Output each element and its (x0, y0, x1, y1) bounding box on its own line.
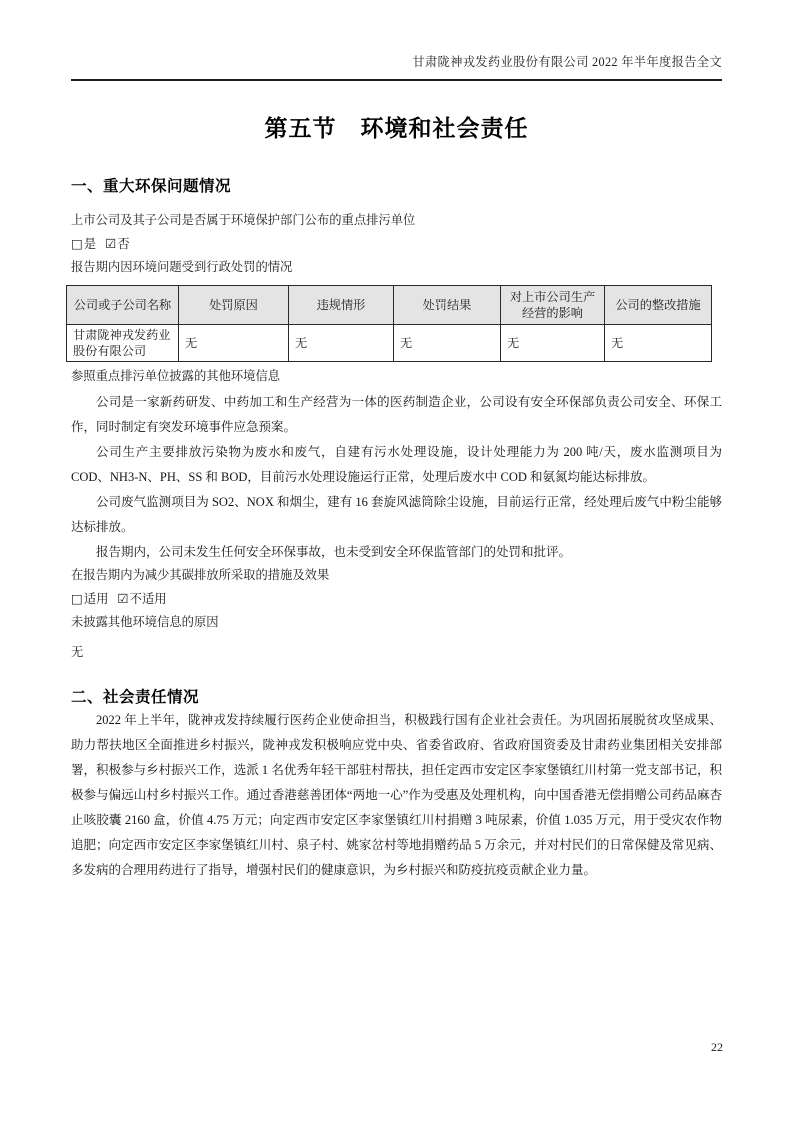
question-admin-penalty: 报告期内因环境问题受到行政处罚的情况 (71, 260, 293, 274)
checkbox-no-label: 否 (117, 237, 130, 251)
table-header-rectification: 公司的整改措施 (605, 286, 712, 325)
penalty-table-header-row (67, 286, 712, 325)
social-paragraph: 2022 年上半年，陇神戎发持续履行医药企业使命担当，积极践行国有企业社会责任。为巩固拓展脱贫攻坚成果、助力帮扶地区全面推进乡村振兴，陇神戎发积极响应党中央、省委省政府、省政府国资委及甘肃药业集团相关安排部署，积极参与乡村振兴工作，选派 1 名优秀年轻干部驻村帮扶，担任定西市安定区李家堡镇红川村第一党支部书记，积极参与偏远山村乡村振兴工作。通过香港慈善团体“两地一心”作为受惠及处理机构，向中国香港无偿捐赠公司药品麻杏止咳胶囊 2160 盒，价值 4.75 万元；向定西市安定区李家堡镇红川村捐赠 3 吨尿素，价值 1.035 万元，用于受灾农作物追肥；向定西市安定区李家堡镇红川村、泉子村、姚家岔村等地捐赠药品 5 万余元，并对村民们的日常保健及常见病、多发病的合理用药进行了指导，增强村民们的健康意识，为乡村振兴和防疫抗疫贡献企业力量。 (71, 713, 722, 877)
checkbox-unchecked-icon: □ (71, 591, 83, 606)
header-text: 甘肃陇神戎发药业股份有限公司 2022 年半年度报告全文 (412, 55, 722, 69)
table-cell-company: 甘肃陇神戎发药业股份有限公司 (67, 325, 179, 362)
env-paragraph-4: 报告期内，公司未发生任何安全环保事故，也未受到安全环保监管部门的处罚和批评。 (96, 545, 572, 559)
table-cell-rectification: 无 (605, 325, 712, 362)
checkbox-unchecked-icon: □ (71, 236, 83, 251)
table-header-penalty-reason: 处罚原因 (179, 286, 289, 325)
table-header-impact: 对上市公司生产经营的影响 (501, 286, 605, 325)
ref-other-env-info-line: 参照重点排污单位披露的其他环境信息 (71, 369, 281, 383)
checkbox-yes (71, 237, 96, 251)
env-paragraph-3: 公司废气监测项目为 SO2、NOX 和烟尘，建有 16 套旋风滤筒除尘设施，目前运行正常，经处理后废气中粉尘能够达标排放。 (71, 495, 722, 534)
header-divider (71, 79, 722, 81)
checkbox-no (105, 237, 130, 251)
table-header-company: 公司或子公司名称 (67, 286, 179, 325)
checkbox-applicable-label: 适用 (83, 592, 109, 606)
page-number: 22 (711, 1040, 723, 1054)
yes-no-checkbox-line (71, 235, 722, 253)
table-cell-penalty-result: 无 (394, 325, 501, 362)
checkbox-yes-label: 是 (83, 237, 97, 251)
table-header-penalty-result: 处罚结果 (394, 286, 501, 325)
section-social-heading: 二、社会责任情况 (71, 689, 200, 706)
checkbox-not-applicable-label: 不适用 (129, 592, 167, 606)
penalty-table (66, 285, 712, 362)
carbon-measures-line: 在报告期内为减少其碳排放所采取的措施及效果 (71, 568, 330, 582)
table-cell-impact: 无 (501, 325, 605, 362)
checkbox-checked-icon: ☑ (105, 236, 117, 251)
checkbox-not-applicable (117, 592, 166, 606)
question-key-polluter: 上市公司及其子公司是否属于环境保护部门公布的重点排污单位 (71, 213, 416, 227)
env-paragraphs (71, 390, 722, 565)
env-paragraph-1: 公司是一家新药研发、中药加工和生产经营为一体的医药制造企业，公司设有安全环保部负责公司安全、环保工作，同时制定有突发环境事件应急预案。 (71, 395, 722, 434)
checkbox-checked-icon: ☑ (117, 591, 129, 606)
penalty-table-data-row (67, 325, 712, 362)
table-header-violation: 违规情形 (289, 286, 394, 325)
page-header (71, 0, 722, 70)
applicable-checkbox-line (71, 590, 722, 608)
undisclosed-reason-line: 未披露其他环境信息的原因 (71, 615, 219, 629)
env-paragraph-2: 公司生产主要排放污染物为废水和废气，自建有污水处理设施，设计处理能力为 200 吨/天，废水监测项目为 COD、NH3-N、PH、SS 和 BOD，目前污水处理设施运行正常，处理后废水中 COD 和氨氮均能达标排放。 (71, 445, 722, 484)
none-value: 无 (71, 645, 84, 659)
table-cell-penalty-reason: 无 (179, 325, 289, 362)
checkbox-applicable (71, 592, 108, 606)
section-env-heading: 一、重大环保问题情况 (71, 178, 232, 195)
table-cell-violation: 无 (289, 325, 394, 362)
page-title: 第五节 环境和社会责任 (264, 116, 529, 141)
